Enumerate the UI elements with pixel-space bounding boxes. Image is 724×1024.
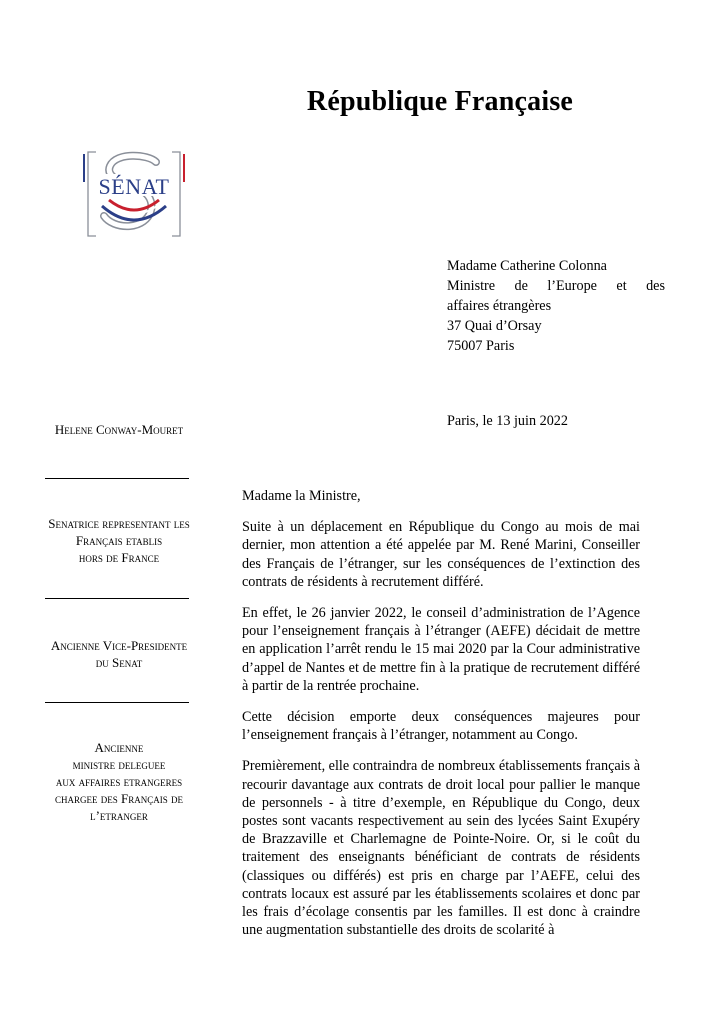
role-line: aux affaires etrangeres [55, 774, 183, 789]
divider [45, 702, 189, 703]
role-line: Français etablis [75, 533, 163, 548]
sender-role-minister [24, 739, 214, 824]
letter-paragraph: Premièrement, elle contraindra de nombreux établissements français à recourir davantage aux contrats de droit local pour pallier le manque de personnels - à titre d’exemple, en République du Congo, deux postes sont vacants respectivement au sein des lycées Saint Exupéry de Brazzaville et Charlemagne de Pointe-Noire. Or, si le coût du traitement des enseignants bénéficiant de contrats de résidents (classiques ou différés) est pris en charge par l’AEFE, celui des contrats locaux est assuré par les établissements scolaires et donc par les frais d’écolage consentis par les familles. Il est donc à craindre une augmentation substantielle des droits de scolarité à [242, 758, 640, 939]
recipient-city: 75007 Paris [447, 338, 515, 354]
role-line: chargee des Français de [55, 791, 183, 806]
role-line: hors de France [78, 550, 160, 565]
recipient-name: Madame Catherine Colonna [447, 258, 607, 274]
role-line: Senatrice representant les [48, 516, 190, 531]
sender-name [24, 421, 214, 438]
recipient-title-cont: affaires étrangères [447, 298, 552, 314]
role-line: ministre deleguee [72, 757, 166, 772]
role-line: Ancienne [94, 740, 144, 755]
letter-greeting: Madame la Ministre, [242, 488, 361, 504]
recipient-title: Ministre de l’Europe et des [447, 278, 665, 294]
divider [45, 478, 189, 479]
role-line: l’etranger [90, 808, 148, 823]
senat-logo-text: SÉNAT [98, 174, 170, 199]
letter-paragraph: Suite à un déplacement en République du Congo au mois de mai dernier, mon attention a été appelée par M. René Marini, Conseiller des Français de l’étranger, sur les conséquences de l’extinction des contrats de résidents à recrutement différé. [242, 519, 640, 590]
place-date: Paris, le 13 juin 2022 [447, 413, 568, 429]
sender-role-senator [24, 515, 214, 566]
sender-name-text: Helene Conway-Mouret [54, 422, 184, 437]
senat-logo [82, 148, 186, 240]
letter-paragraph: Cette décision emporte deux conséquences majeures pour l’enseignement français à l’étranger, notamment au Congo. [242, 709, 640, 744]
role-line: du Senat [95, 655, 143, 670]
role-line: Ancienne Vice-Presidente [50, 638, 188, 653]
letter-paragraph: En effet, le 26 janvier 2022, le conseil d’administration de l’Agence pour l’enseignement français à l’étranger (AEFE) décidait de mettre en application l’arrêt rendu le 15 mai 2020 par la Cour administrative d’appel de Nantes et de mettre fin à la pratique de recrutement différé à partir de la rentrée prochaine. [242, 605, 640, 694]
letter-body [242, 487, 640, 952]
recipient-address [447, 256, 665, 356]
divider [45, 598, 189, 599]
recipient-street: 37 Quai d’Orsay [447, 318, 542, 334]
page-title: République Française [306, 86, 574, 117]
sender-role-vice-president [24, 637, 214, 671]
